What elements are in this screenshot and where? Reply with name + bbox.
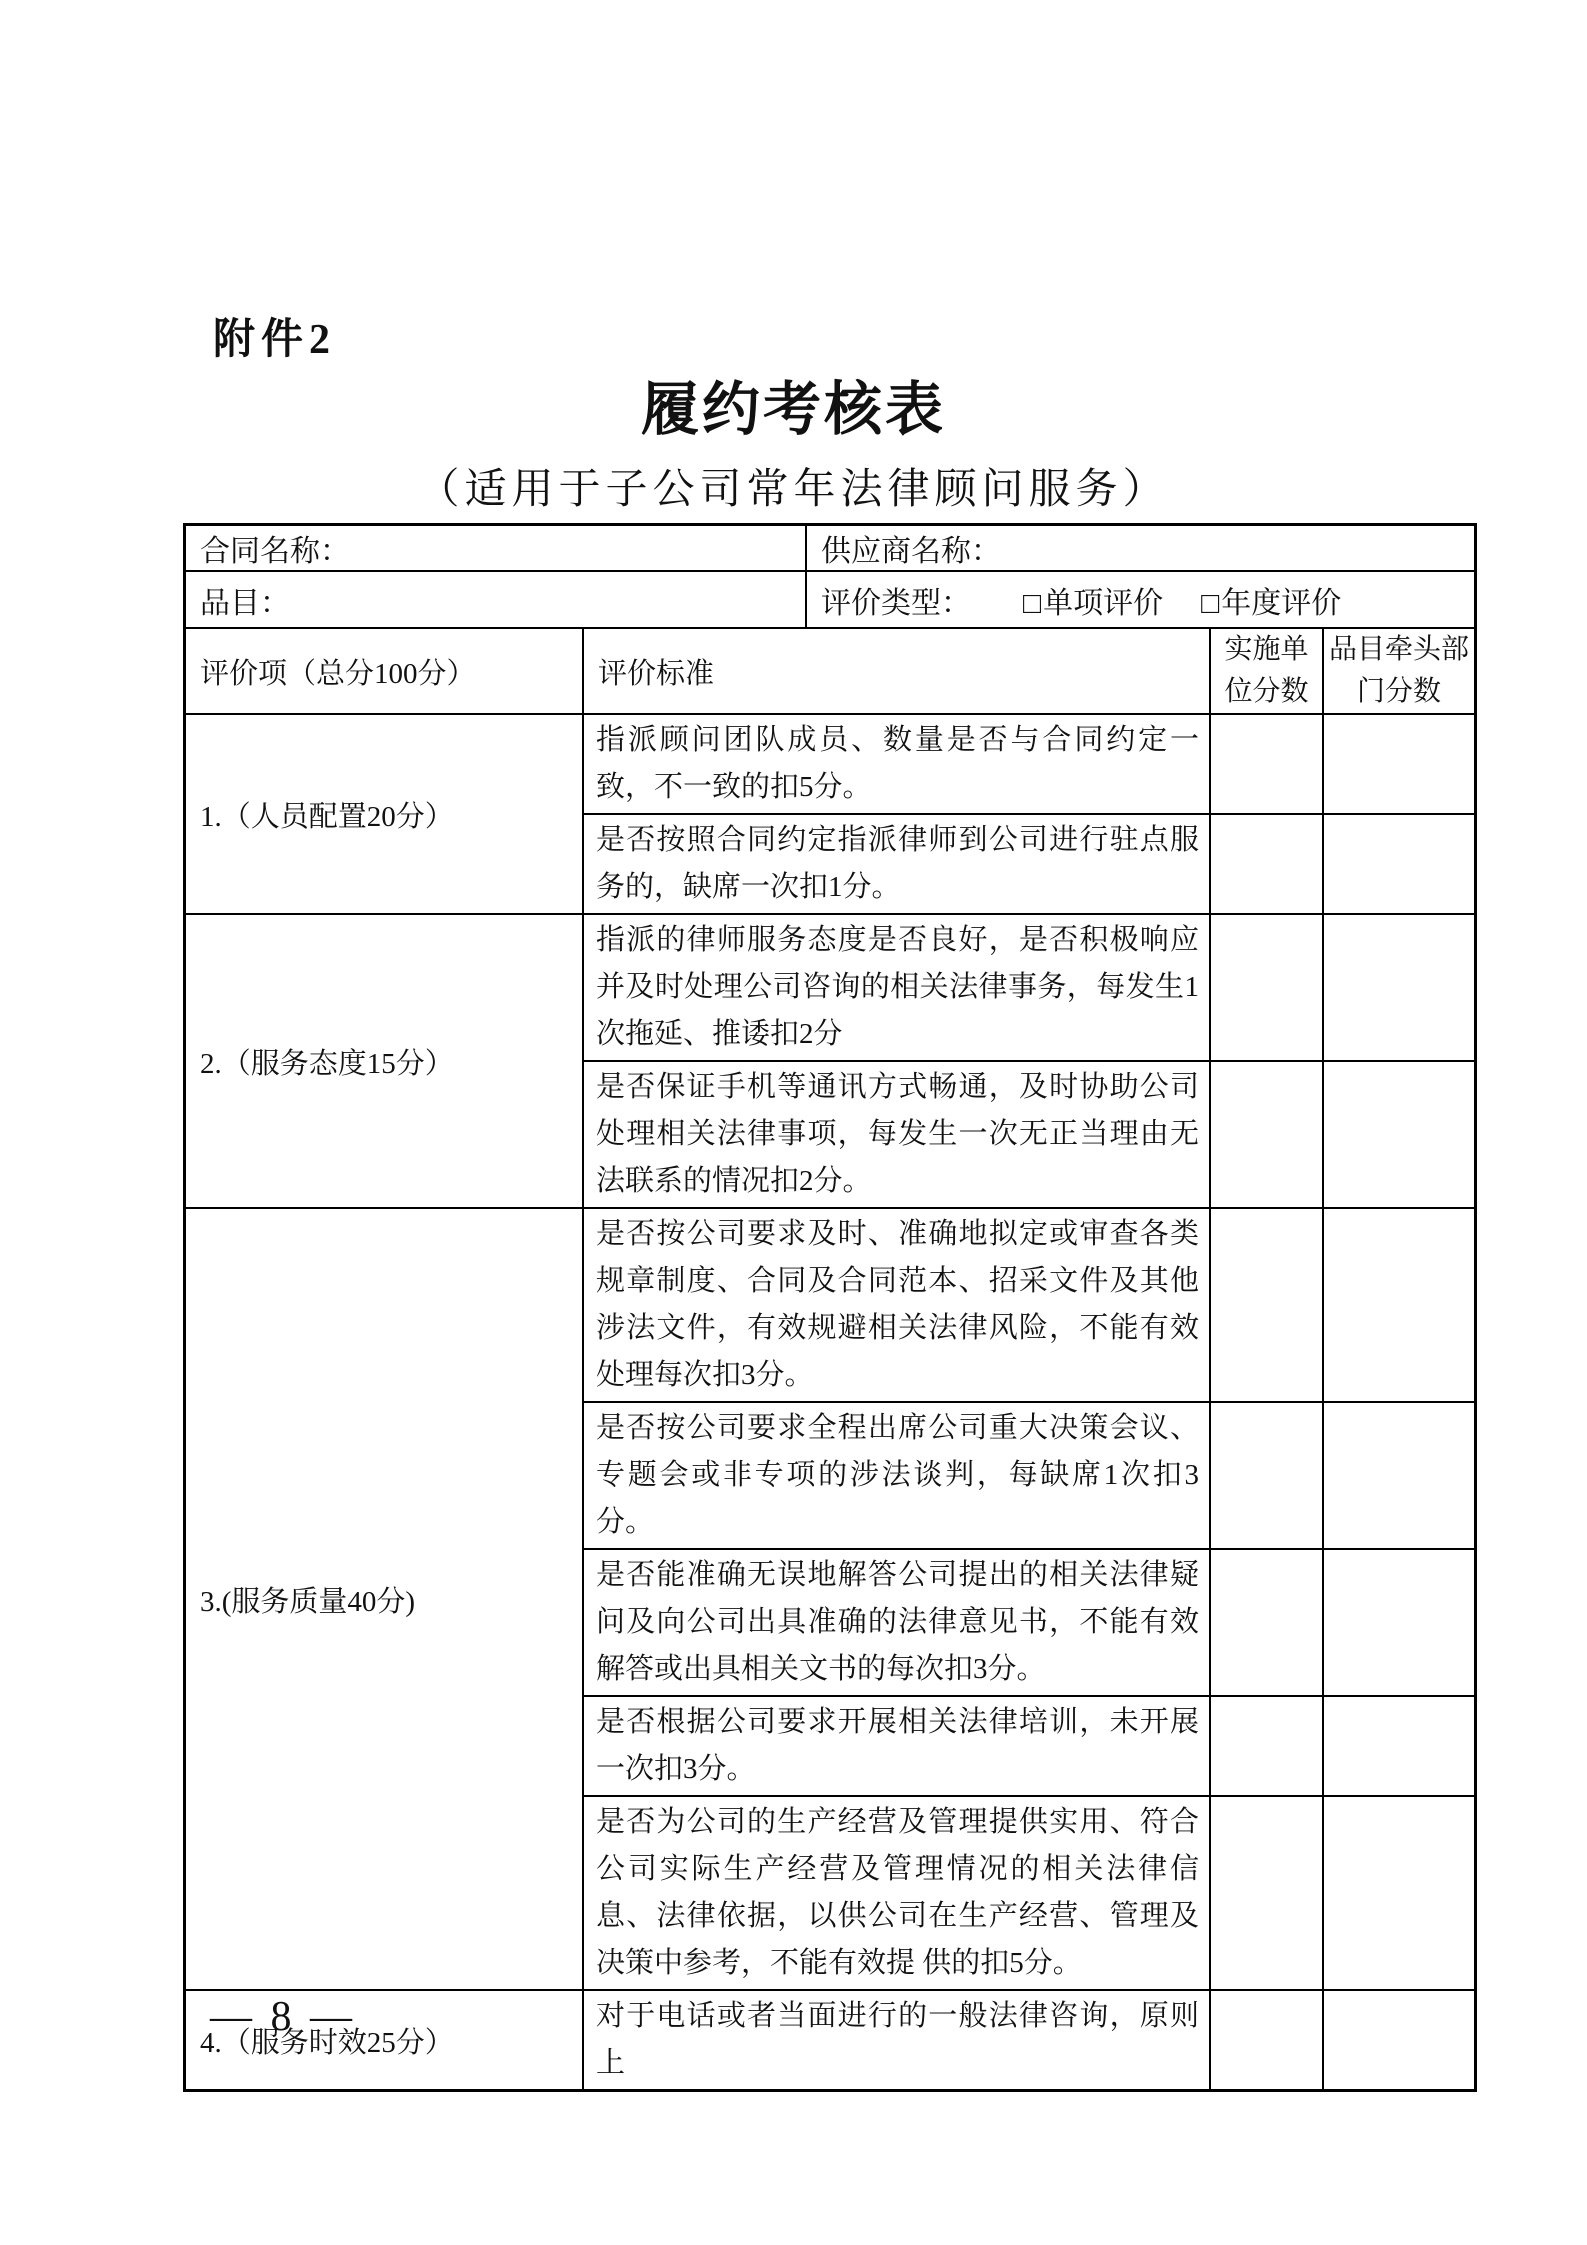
criteria-cell: 对于电话或者当面进行的一般法律咨询，原则上 xyxy=(583,1990,1210,2089)
criteria-cell: 指派的律师服务态度是否良好，是否积极响应并及时处理公司咨询的相关法律事务，每发生1次拖延、推诿扣2分 xyxy=(583,914,1210,1061)
checkbox-icon: □ xyxy=(1023,586,1042,620)
evaluation-option-label: 单项评价 xyxy=(1043,586,1164,620)
page-number: — 8 — xyxy=(210,1994,356,2040)
supplier-name-cell: 供应商名称： xyxy=(806,526,1474,571)
evaluation-option-single xyxy=(1023,587,1163,620)
form-info-table xyxy=(186,526,1474,629)
lead-dept-score-cell xyxy=(1323,1549,1474,1696)
implementing-unit-score-cell xyxy=(1210,1061,1323,1208)
evaluation-option-label: 年度评价 xyxy=(1221,586,1342,620)
page-subtitle: （适用于子公司常年法律顾问服务） xyxy=(417,467,1170,513)
evaluation-type-cell xyxy=(806,571,1474,628)
implementing-unit-score-cell xyxy=(1210,814,1323,914)
lead-dept-score-cell xyxy=(1323,714,1474,814)
attachment-label: 附件2 xyxy=(213,317,337,363)
implementing-unit-score-cell xyxy=(1210,1990,1323,2089)
checkbox-icon: □ xyxy=(1201,586,1220,620)
criteria-cell: 是否为公司的生产经营及管理提供实用、符合公司实际生产经营及管理情况的相关法律信息、法律依据，以供公司在生产经营、管理及决策中参考，不能有效提 供的扣5分。 xyxy=(583,1796,1210,1990)
section-item-cell: 4.（服务时效25分） xyxy=(186,1990,583,2089)
criteria-cell: 指派顾问团队成员、数量是否与合同约定一致，不一致的扣5分。 xyxy=(583,714,1210,814)
implementing-unit-score-cell xyxy=(1210,714,1323,814)
header-evaluation-criteria: 评价标准 xyxy=(583,629,1210,714)
implementing-unit-score-cell xyxy=(1210,1208,1323,1402)
lead-dept-score-cell xyxy=(1323,1990,1474,2089)
item-category-cell: 品目： xyxy=(186,571,806,628)
criteria-cell: 是否按公司要求全程出席公司重大决策会议、专题会或非专项的涉法谈判，每缺席1次扣3分。 xyxy=(583,1402,1210,1549)
evaluation-option-annual xyxy=(1201,587,1341,620)
implementing-unit-score-cell xyxy=(1210,914,1323,1061)
criteria-cell: 是否能准确无误地解答公司提出的相关法律疑问及向公司出具准确的法律意见书，不能有效解答或出具相关文书的每次扣3分。 xyxy=(583,1549,1210,1696)
criteria-cell: 是否根据公司要求开展相关法律培训，未开展一次扣3分。 xyxy=(583,1696,1210,1796)
lead-dept-score-cell xyxy=(1323,1402,1474,1549)
header-lead-dept-score: 品目牵头部门分数 xyxy=(1323,629,1474,714)
assessment-table xyxy=(183,523,1477,2092)
section-item-cell: 1.（人员配置20分） xyxy=(186,714,583,914)
header-evaluation-item: 评价项（总分100分） xyxy=(186,629,583,714)
lead-dept-score-cell xyxy=(1323,1208,1474,1402)
lead-dept-score-cell xyxy=(1323,1061,1474,1208)
lead-dept-score-cell xyxy=(1323,914,1474,1061)
criteria-cell: 是否保证手机等通讯方式畅通，及时协助公司处理相关法律事项，每发生一次无正当理由无法联系的情况扣2分。 xyxy=(583,1061,1210,1208)
implementing-unit-score-cell xyxy=(1210,1696,1323,1796)
evaluation-type-label: 评价类型： xyxy=(821,586,971,620)
section-item-cell: 2.（服务态度15分） xyxy=(186,914,583,1208)
implementing-unit-score-cell xyxy=(1210,1796,1323,1990)
page-title: 履约考核表 xyxy=(640,377,946,442)
criteria-cell: 是否按照合同约定指派律师到公司进行驻点服务的，缺席一次扣1分。 xyxy=(583,814,1210,914)
contract-name-cell: 合同名称： xyxy=(186,526,806,571)
section-item-cell: 3.(服务质量40分) xyxy=(186,1208,583,1990)
lead-dept-score-cell xyxy=(1323,814,1474,914)
scoring-table xyxy=(186,629,1474,2089)
implementing-unit-score-cell xyxy=(1210,1549,1323,1696)
lead-dept-score-cell xyxy=(1323,1796,1474,1990)
criteria-cell: 是否按公司要求及时、准确地拟定或审查各类规章制度、合同及合同范本、招采文件及其他涉法文件，有效规避相关法律风险，不能有效处理每次扣3分。 xyxy=(583,1208,1210,1402)
lead-dept-score-cell xyxy=(1323,1696,1474,1796)
header-implementing-unit-score: 实施单位分数 xyxy=(1210,629,1323,714)
implementing-unit-score-cell xyxy=(1210,1402,1323,1549)
